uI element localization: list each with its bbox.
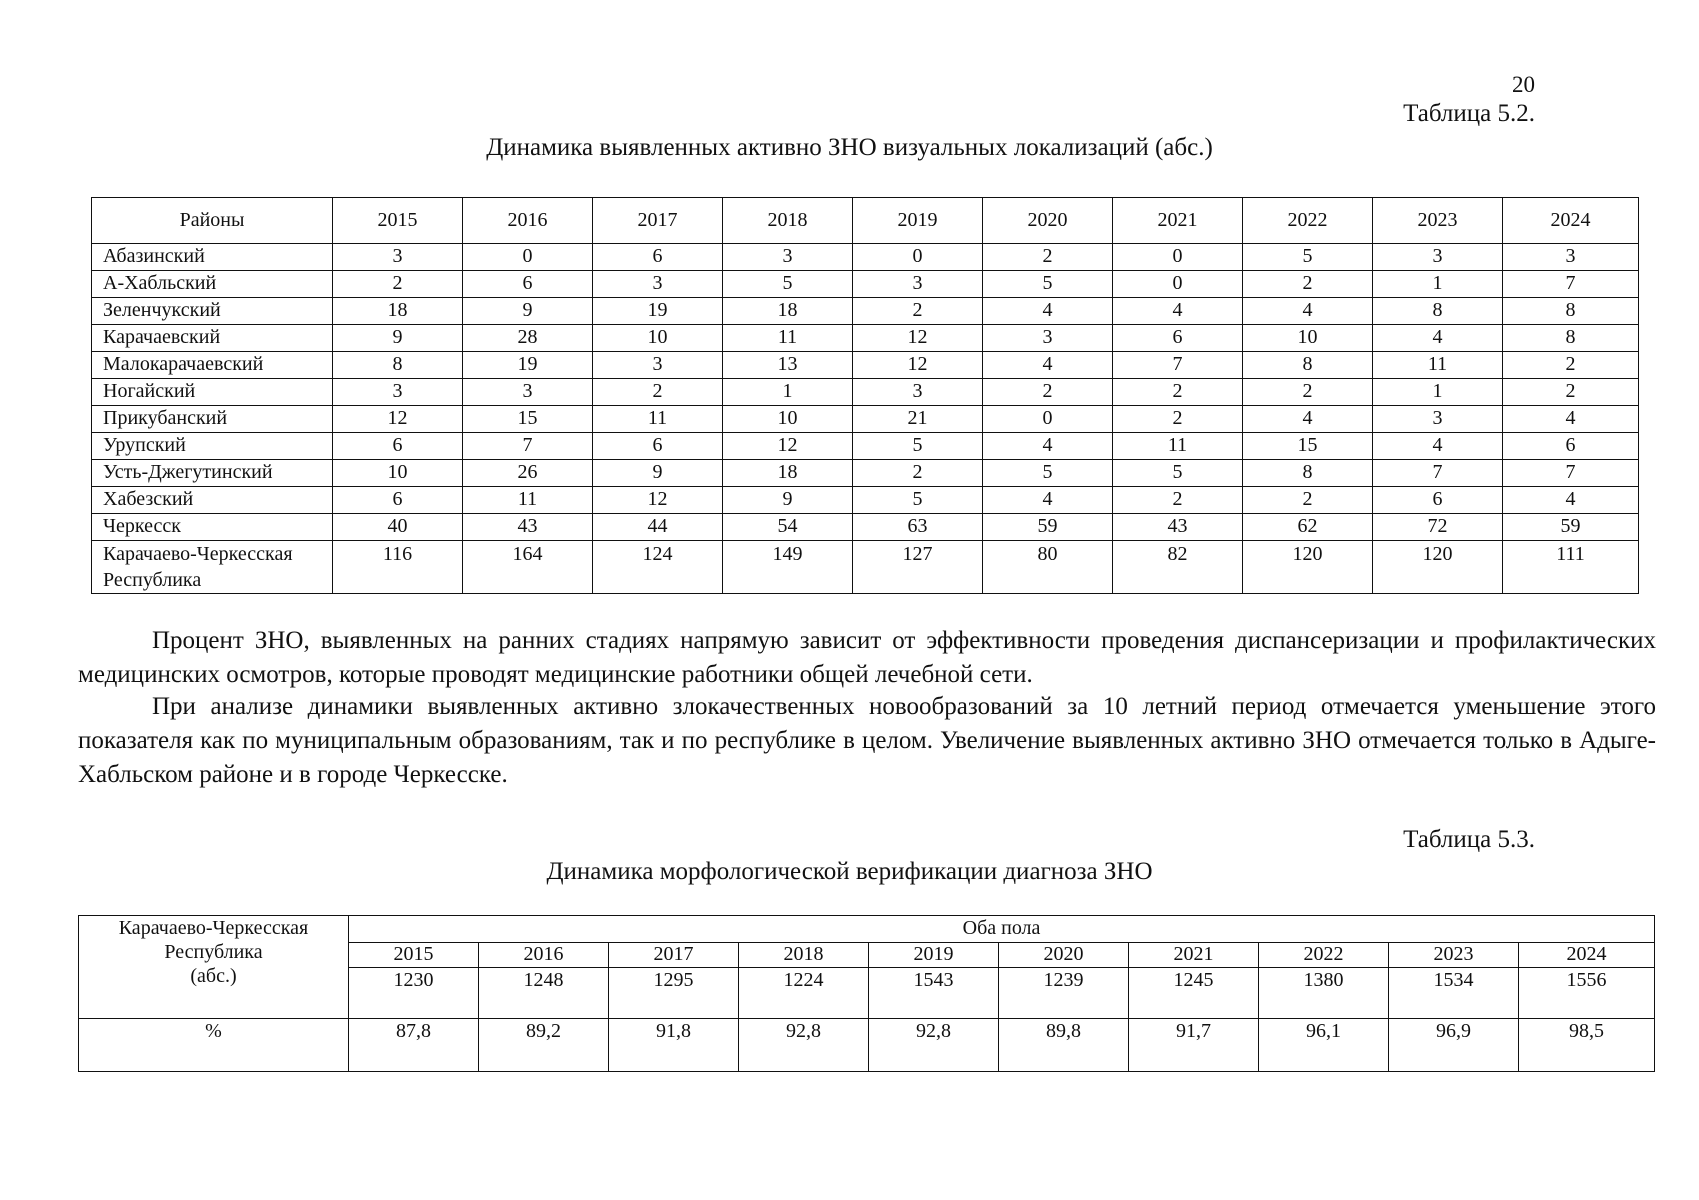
table-cell: 7: [1503, 271, 1639, 298]
table-cell: 54: [723, 514, 853, 541]
table-cell: 2: [333, 271, 463, 298]
column-header: 2023: [1373, 198, 1503, 244]
table-cell: 1239: [999, 968, 1129, 1019]
table-cell: 7: [1503, 460, 1639, 487]
table-cell: 4: [983, 352, 1113, 379]
table-cell: 40: [333, 514, 463, 541]
table-row: [92, 325, 1639, 352]
table-cell: 10: [723, 406, 853, 433]
table-cell: 1: [1373, 379, 1503, 406]
table-cell: 2: [853, 460, 983, 487]
table-cell: 6: [1373, 487, 1503, 514]
district-name: А-Хабльский: [92, 271, 333, 298]
table-cell: 9: [333, 325, 463, 352]
year-header: 2015: [349, 943, 479, 968]
table-cell: 0: [463, 244, 593, 271]
table-cell: 7: [1373, 460, 1503, 487]
table-cell: 127: [853, 541, 983, 594]
table-cell: 11: [1373, 352, 1503, 379]
table-cell: 2: [593, 379, 723, 406]
table-cell: 4: [983, 487, 1113, 514]
table-cell: 8: [1243, 352, 1373, 379]
table-5-3-title: Динамика морфологической верификации диагноза ЗНО: [546, 858, 1153, 885]
table-row: [92, 514, 1639, 541]
table-row: [92, 352, 1639, 379]
table-cell: 7: [1113, 352, 1243, 379]
table-cell: 0: [983, 406, 1113, 433]
table-cell: 13: [723, 352, 853, 379]
table-cell: 15: [1243, 433, 1373, 460]
group-header: Оба пола: [349, 916, 1655, 943]
table-cell: 4: [1243, 406, 1373, 433]
district-name-total: [92, 541, 333, 594]
column-header: 2019: [853, 198, 983, 244]
table-cell: 2: [1113, 406, 1243, 433]
table-cell: 5: [723, 271, 853, 298]
table-cell: 3: [1373, 244, 1503, 271]
table-cell: 0: [853, 244, 983, 271]
table-row-total: [92, 541, 1639, 594]
table-cell: 2: [1113, 487, 1243, 514]
table-cell: 1: [723, 379, 853, 406]
table-cell: 3: [333, 379, 463, 406]
table-cell: 10: [1243, 325, 1373, 352]
row-header-line: Карачаево-Черкесская: [118, 917, 309, 939]
table-cell: 19: [463, 352, 593, 379]
table-cell: 1248: [479, 968, 609, 1019]
table-cell: 8: [333, 352, 463, 379]
table-cell: 3: [333, 244, 463, 271]
table-cell: 9: [723, 487, 853, 514]
table-cell: 1224: [739, 968, 869, 1019]
table-cell: 43: [1113, 514, 1243, 541]
table-cell: 3: [593, 271, 723, 298]
table-cell: 92,8: [869, 1019, 999, 1072]
total-name-line: Республика: [103, 569, 202, 591]
table-cell: 4: [983, 298, 1113, 325]
year-header: 2023: [1389, 943, 1519, 968]
table-row: [92, 460, 1639, 487]
table-cell: 10: [593, 325, 723, 352]
table-cell: 6: [333, 433, 463, 460]
table-cell: 5: [1243, 244, 1373, 271]
district-name: Черкесск: [92, 514, 333, 541]
table-cell: 3: [723, 244, 853, 271]
table-cell: 2: [1113, 379, 1243, 406]
table-cell: 5: [853, 487, 983, 514]
table-cell: 1: [1373, 271, 1503, 298]
table-5-2: [91, 197, 1639, 594]
district-name: Урупский: [92, 433, 333, 460]
table-cell: 5: [983, 271, 1113, 298]
table-cell: 6: [1503, 433, 1639, 460]
table-cell: 2: [983, 244, 1113, 271]
total-name-line: Карачаево-Черкесская: [103, 543, 293, 565]
table-5-2-header-row: [92, 198, 1639, 244]
table-cell: 15: [463, 406, 593, 433]
table-cell: 4: [1243, 298, 1373, 325]
table-cell: 3: [853, 379, 983, 406]
column-header: 2016: [463, 198, 593, 244]
table-5-3: [78, 915, 1655, 1072]
table-cell: 11: [723, 325, 853, 352]
paragraph-2: [78, 690, 1656, 792]
table-cell: 6: [593, 244, 723, 271]
table-cell: 72: [1373, 514, 1503, 541]
table-cell: 3: [1503, 244, 1639, 271]
column-header: 2015: [333, 198, 463, 244]
table-cell: 6: [333, 487, 463, 514]
table-cell: 4: [1503, 406, 1639, 433]
table-cell: 82: [1113, 541, 1243, 594]
table-cell: 111: [1503, 541, 1639, 594]
column-header: 2020: [983, 198, 1113, 244]
table-cell: 80: [983, 541, 1113, 594]
table-cell: 18: [333, 298, 463, 325]
row-header-line: Республика: [164, 941, 263, 963]
table-cell: 3: [853, 271, 983, 298]
table-cell: 1380: [1259, 968, 1389, 1019]
table-cell: 1543: [869, 968, 999, 1019]
district-name: Зеленчукский: [92, 298, 333, 325]
table-cell: 12: [333, 406, 463, 433]
year-header: 2021: [1129, 943, 1259, 968]
district-name: Усть-Джегутинский: [92, 460, 333, 487]
district-name: Ногайский: [92, 379, 333, 406]
table-cell: 2: [1243, 379, 1373, 406]
column-header: Районы: [92, 198, 333, 244]
table-cell: 11: [1113, 433, 1243, 460]
table-cell: 44: [593, 514, 723, 541]
column-header: 2018: [723, 198, 853, 244]
table-cell: 5: [983, 460, 1113, 487]
table-cell: 87,8: [349, 1019, 479, 1072]
table-cell: 9: [463, 298, 593, 325]
table-cell: 8: [1503, 325, 1639, 352]
table-cell: 3: [463, 379, 593, 406]
table-cell: 8: [1373, 298, 1503, 325]
table-cell: 8: [1243, 460, 1373, 487]
table-cell: 91,8: [609, 1019, 739, 1072]
paragraph-2-text: При анализе динамики выявленных активно злокачественных новообразований за 10 летний период отмечается уменьшение этого показателя как по муниципальным образованиям, так и по республике в целом. Увеличение выявленных активно ЗНО отмечается только в Адыге-Хабльском районе и в городе Черкесске.: [78, 693, 1656, 788]
table-row: [92, 298, 1639, 325]
table-cell: 2: [853, 298, 983, 325]
table-cell: 63: [853, 514, 983, 541]
table-cell: 1556: [1519, 968, 1655, 1019]
district-name: Малокарачаевский: [92, 352, 333, 379]
table-cell: 0: [1113, 244, 1243, 271]
table-row: [92, 379, 1639, 406]
table-cell: 59: [1503, 514, 1639, 541]
table-cell: 4: [1503, 487, 1639, 514]
table-row: [92, 433, 1639, 460]
year-header: 2022: [1259, 943, 1389, 968]
table-5-2-body: [92, 244, 1639, 594]
year-header: 2020: [999, 943, 1129, 968]
table-5-3-group-row: [79, 916, 1655, 943]
table-cell: 10: [333, 460, 463, 487]
table-cell: 120: [1373, 541, 1503, 594]
table-5-3-pct-row: [79, 1019, 1655, 1072]
table-cell: 6: [1113, 325, 1243, 352]
table-cell: 12: [853, 325, 983, 352]
paragraph-1-text: Процент ЗНО, выявленных на ранних стадиях напрямую зависит от эффективности проведения диспансеризации и профилактических медицинских осмотров, которые проводят медицинские работники общей лечебной сети.: [78, 627, 1656, 688]
year-header: 2019: [869, 943, 999, 968]
column-header: 2022: [1243, 198, 1373, 244]
table-cell: 116: [333, 541, 463, 594]
column-header: 2024: [1503, 198, 1639, 244]
table-cell: 4: [1373, 433, 1503, 460]
table-row: [92, 406, 1639, 433]
table-cell: 59: [983, 514, 1113, 541]
table-cell: 18: [723, 298, 853, 325]
table-cell: 91,7: [1129, 1019, 1259, 1072]
table-cell: 1534: [1389, 968, 1519, 1019]
table-cell: 124: [593, 541, 723, 594]
year-header: 2017: [609, 943, 739, 968]
table-row: [92, 271, 1639, 298]
table-cell: 96,9: [1389, 1019, 1519, 1072]
row-header-region: [79, 916, 349, 1019]
table-cell: 9: [593, 460, 723, 487]
table-cell: 26: [463, 460, 593, 487]
table-cell: 43: [463, 514, 593, 541]
table-cell: 11: [463, 487, 593, 514]
table-cell: 92,8: [739, 1019, 869, 1072]
table-5-2-title: Динамика выявленных активно ЗНО визуальных локализаций (абс.): [486, 134, 1213, 161]
table-cell: 5: [1113, 460, 1243, 487]
table-cell: 1245: [1129, 968, 1259, 1019]
table-cell: 62: [1243, 514, 1373, 541]
table-cell: 4: [1113, 298, 1243, 325]
district-name: Абазинский: [92, 244, 333, 271]
table-cell: 96,1: [1259, 1019, 1389, 1072]
table-cell: 89,2: [479, 1019, 609, 1072]
table-5-3-label: Таблица 5.3.: [1403, 826, 1535, 853]
page-number: 20: [1512, 72, 1535, 97]
table-cell: 12: [853, 352, 983, 379]
table-cell: 2: [983, 379, 1113, 406]
table-cell: 164: [463, 541, 593, 594]
column-header: 2021: [1113, 198, 1243, 244]
table-cell: 5: [853, 433, 983, 460]
table-cell: 6: [593, 433, 723, 460]
table-cell: 4: [1373, 325, 1503, 352]
table-cell: 11: [593, 406, 723, 433]
table-cell: 12: [723, 433, 853, 460]
table-cell: 28: [463, 325, 593, 352]
table-cell: 3: [593, 352, 723, 379]
table-cell: 1230: [349, 968, 479, 1019]
table-row: [92, 244, 1639, 271]
district-name: Прикубанский: [92, 406, 333, 433]
table-cell: 7: [463, 433, 593, 460]
paragraph-1: [78, 624, 1656, 692]
table-cell: 120: [1243, 541, 1373, 594]
row-header-pct: %: [79, 1019, 349, 1072]
table-5-2-label: Таблица 5.2.: [1403, 100, 1535, 127]
district-name: Карачаевский: [92, 325, 333, 352]
table-cell: 0: [1113, 271, 1243, 298]
table-cell: 8: [1503, 298, 1639, 325]
table-row: [92, 487, 1639, 514]
year-header: 2016: [479, 943, 609, 968]
table-cell: 3: [983, 325, 1113, 352]
table-cell: 2: [1503, 379, 1639, 406]
table-cell: 3: [1373, 406, 1503, 433]
table-cell: 1295: [609, 968, 739, 1019]
table-cell: 19: [593, 298, 723, 325]
table-cell: 2: [1503, 352, 1639, 379]
table-cell: 4: [983, 433, 1113, 460]
table-cell: 89,8: [999, 1019, 1129, 1072]
table-cell: 149: [723, 541, 853, 594]
table-cell: 98,5: [1519, 1019, 1655, 1072]
column-header: 2017: [593, 198, 723, 244]
row-header-line: (абс.): [190, 965, 237, 987]
year-header: 2024: [1519, 943, 1655, 968]
table-cell: 2: [1243, 487, 1373, 514]
year-header: 2018: [739, 943, 869, 968]
table-cell: 18: [723, 460, 853, 487]
district-name: Хабезский: [92, 487, 333, 514]
table-cell: 21: [853, 406, 983, 433]
table-cell: 6: [463, 271, 593, 298]
table-cell: 2: [1243, 271, 1373, 298]
table-cell: 12: [593, 487, 723, 514]
